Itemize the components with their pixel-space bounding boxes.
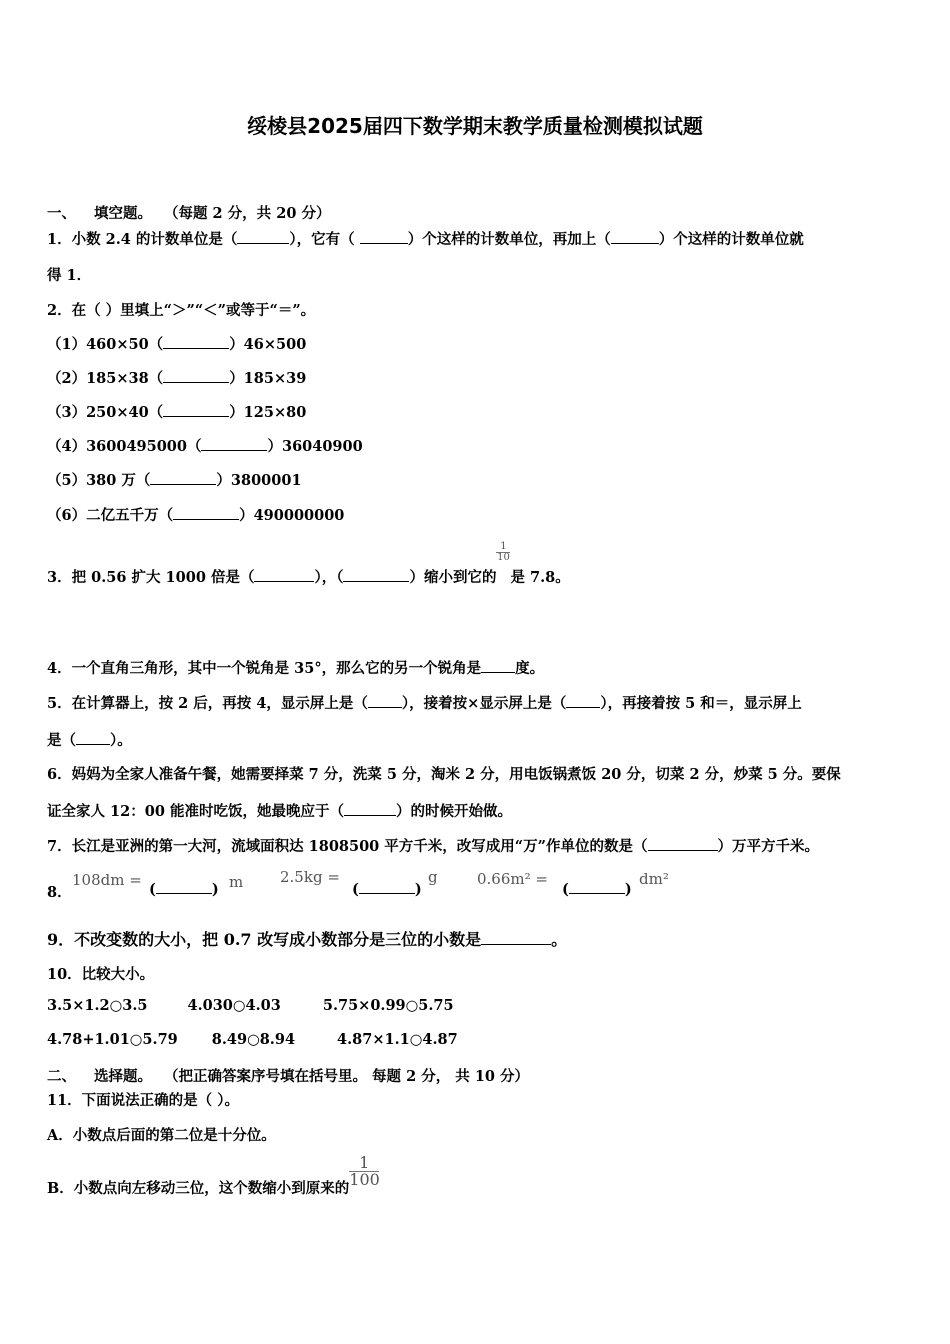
question-3 [47, 542, 570, 612]
open-paren: ( [149, 881, 156, 898]
q8-unit-1: m [229, 873, 244, 891]
q5-text-b: ），接着按×显示屏上是（ [401, 695, 567, 712]
question-8 [47, 868, 907, 902]
section-2-name: 选择题。 [94, 1068, 152, 1085]
compare-item: 4.78+1.01○5.79 [47, 1031, 178, 1048]
q2-item [47, 435, 363, 456]
q8-unit-3: dm² [639, 870, 669, 888]
q2-item-right: ）36040900 [267, 438, 363, 455]
q7-text-b: ）万平方千米。 [717, 838, 819, 855]
q2-item-left: （6）二亿五千万（ [47, 507, 174, 524]
answer-blank[interactable] [359, 881, 415, 894]
q8-blank-2 [352, 881, 422, 898]
answer-blank[interactable] [368, 695, 402, 708]
q8-expression-2: 2.5kg = [280, 868, 340, 886]
answer-blank[interactable] [569, 881, 625, 894]
q1-text-a: ），它有（ [289, 231, 360, 248]
q11-option-b[interactable] [47, 1155, 379, 1205]
section-2-score: （把正确答案序号填在括号里。 每题 2 分， 共 10 分） [164, 1068, 530, 1085]
q8-number: 8． [47, 884, 72, 901]
answer-blank[interactable] [611, 231, 659, 244]
answer-blank[interactable] [360, 231, 408, 244]
answer-blank[interactable] [163, 370, 229, 383]
q1-text-c: ）个这样的计数单位就 [658, 231, 804, 248]
question-11: 11．下面说法正确的是（ ）。 [47, 1092, 239, 1109]
q6-text-b: 证全家人 12：00 能准时吃饭，她最晚应于（ [47, 803, 344, 820]
question-10: 10．比较大小。 [47, 966, 155, 983]
q8-blank-3 [562, 881, 632, 898]
q2-item-left: （2）185×38（ [47, 370, 164, 387]
question-9 [47, 927, 567, 950]
q2-item-right: ）3800001 [216, 472, 302, 489]
q4-text-b: 度。 [515, 660, 545, 677]
q2-item-right: ）46×500 [229, 336, 307, 353]
section-2-number: 二、 [47, 1068, 76, 1085]
q10-row-1 [47, 997, 454, 1014]
compare-item: 4.87×1.1○4.87 [337, 1031, 458, 1048]
q4-text-a: 4．一个直角三角形，其中一个锐角是 35°，那么它的另一个锐角是 [47, 660, 482, 677]
question-6: 6．妈妈为全家人准备午餐，她需要择菜 7 分，洗菜 5 分，淘米 2 分，用电饭锅煮饭 20 分，切菜 2 分，炒菜 5 分。要保 [47, 766, 841, 783]
q3-text-d: 是 7.8。 [510, 569, 570, 586]
q8-expression-3: 0.66m² = [477, 870, 548, 888]
q7-text-a: 7．长江是亚洲的第一大河，流域面积达 1808500 平方千米，改写成用“万”作单位的数是（ [47, 838, 648, 855]
q5-text-d: 是（ [47, 732, 76, 749]
q3-text-b: ），（ [314, 569, 344, 586]
close-paren: ) [211, 881, 219, 898]
question-7 [47, 835, 819, 856]
open-paren: ( [352, 881, 359, 898]
answer-blank[interactable] [481, 932, 551, 945]
q2-item-right: ）185×39 [229, 370, 307, 387]
answer-blank[interactable] [237, 231, 289, 244]
q8-unit-2: g [428, 868, 438, 886]
q11-option-a[interactable]: A．小数点后面的第二位是十分位。 [47, 1127, 276, 1144]
q11-option-b-text: B．小数点向左移动三位，这个数缩小到原来的 [47, 1180, 350, 1197]
q5-continuation [47, 729, 132, 750]
q2-item-left: （4）3600495000（ [47, 438, 202, 455]
q3-text-c: ）缩小到它的 [409, 569, 497, 586]
q2-item-left: （3）250×40（ [47, 404, 164, 421]
q8-expression-1: 108dm = [72, 871, 142, 889]
q2-item [47, 401, 306, 422]
q2-item [47, 333, 306, 354]
compare-item: 4.030○4.03 [187, 997, 281, 1014]
answer-blank[interactable] [156, 881, 212, 894]
answer-blank[interactable] [481, 660, 515, 673]
answer-blank[interactable] [173, 507, 239, 520]
q2-item-right: ）125×80 [229, 404, 307, 421]
q1-text: 1．小数 2.4 的计数单位是（ [47, 231, 238, 248]
fraction-numerator: 1 [359, 1153, 370, 1172]
answer-blank[interactable] [163, 404, 229, 417]
answer-blank[interactable] [254, 569, 314, 582]
q2-item [47, 367, 306, 388]
section-1-number: 一、 [47, 205, 76, 222]
question-5 [47, 692, 802, 713]
q8-blank-1 [149, 881, 219, 898]
q10-row-2 [47, 1031, 458, 1048]
answer-blank[interactable] [648, 838, 718, 851]
answer-blank[interactable] [201, 438, 267, 451]
question-2: 2．在（ ）里填上“＞”“＜”或等于“＝”。 [47, 302, 316, 319]
page-title: 绥棱县2025届四下数学期末教学质量检测模拟试题 [247, 114, 703, 138]
open-paren: ( [562, 881, 569, 898]
q9-text-a: 9．不改变数的大小，把 0.7 改写成小数部分是三位的小数是 [47, 930, 482, 949]
section-1-heading [47, 202, 330, 223]
compare-item: 5.75×0.99○5.75 [322, 997, 454, 1014]
q2-item-left: （5）380 万（ [47, 472, 151, 489]
fraction-numerator: 1 [500, 541, 507, 552]
q2-item-right: ）490000000 [239, 507, 345, 524]
q1-text-b: ）个这样的计数单位，再加上（ [407, 231, 611, 248]
close-paren: ) [624, 881, 632, 898]
fraction-denominator: 10 [497, 552, 510, 563]
section-1-score: （每题 2 分，共 20 分） [164, 205, 331, 222]
answer-blank[interactable] [76, 732, 110, 745]
fraction-denominator: 100 [349, 1170, 380, 1189]
answer-blank[interactable] [150, 472, 216, 485]
question-4 [47, 657, 544, 678]
q5-text-c: ），再接着按 5 和＝，显示屏上 [600, 695, 802, 712]
compare-item: 3.5×1.2○3.5 [47, 997, 148, 1014]
q1-continuation: 得 1． [47, 267, 92, 284]
section-1-name: 填空题。 [94, 205, 152, 222]
q2-item [47, 469, 302, 490]
fraction [496, 542, 510, 563]
q2-item [47, 504, 344, 525]
q5-text-a: 5．在计算器上，按 2 后，再按 4，显示屏上是（ [47, 695, 368, 712]
answer-blank[interactable] [343, 569, 409, 582]
compare-item: 8.49○8.94 [211, 1031, 296, 1048]
answer-blank[interactable] [566, 695, 600, 708]
section-2-heading [47, 1065, 529, 1086]
q6-continuation [47, 800, 512, 821]
q5-text-e: ）。 [110, 732, 132, 749]
q2-item-left: （1）460×50（ [47, 336, 164, 353]
q9-text-b: 。 [551, 930, 568, 949]
question-1 [47, 228, 804, 249]
close-paren: ) [414, 881, 422, 898]
q6-text-c: ）的时候开始做。 [395, 803, 512, 820]
answer-blank[interactable] [163, 336, 229, 349]
fraction [349, 1155, 379, 1188]
q3-text-a: 3．把 0.56 扩大 1000 倍是（ [47, 569, 255, 586]
answer-blank[interactable] [344, 803, 396, 816]
